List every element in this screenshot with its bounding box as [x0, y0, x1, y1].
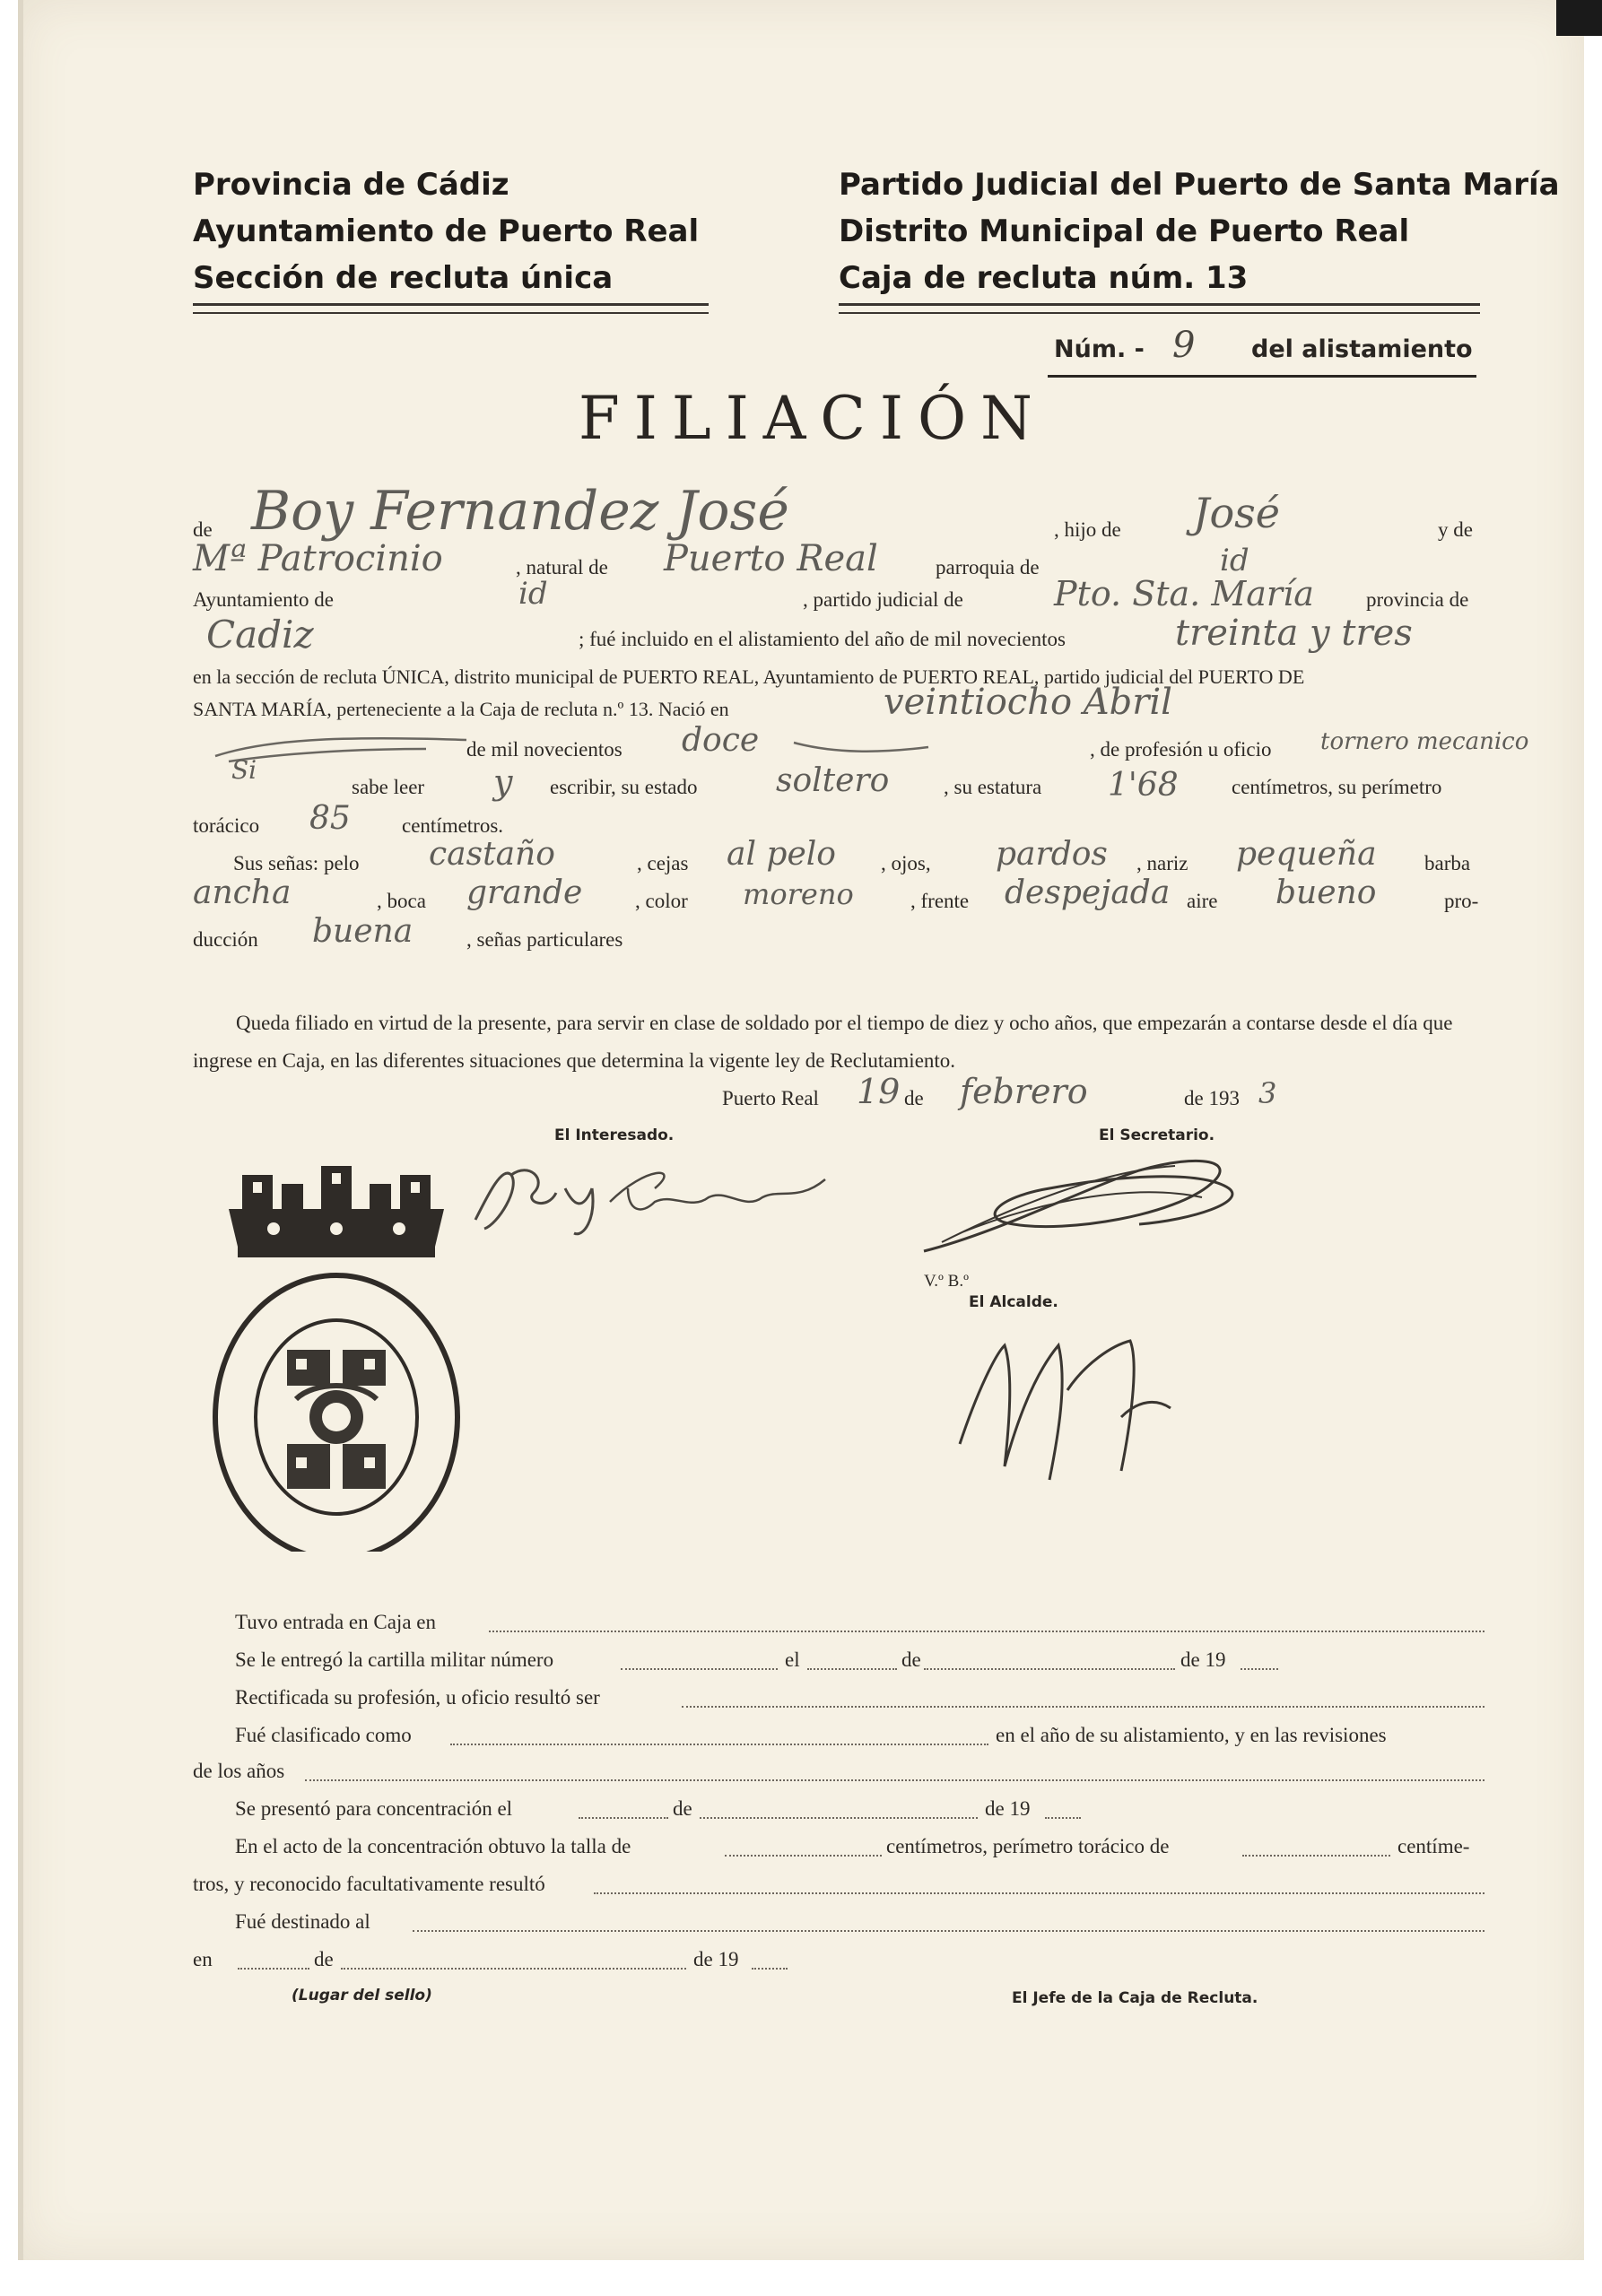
label-escribir: escribir, su estado [550, 776, 698, 798]
paper-edge [18, 0, 23, 2260]
label-provincia-de: provincia de [1366, 588, 1469, 611]
signature-secretario [906, 1135, 1265, 1274]
caja-line-6c: de 19 [985, 1797, 1031, 1820]
label-natural-de: , natural de [516, 556, 608, 578]
caja-line-6b: de [673, 1797, 692, 1820]
caja-line-1: Tuvo entrada en Caja en [235, 1611, 436, 1633]
label-y-de: y de [1438, 518, 1473, 541]
hw-ojos: pardos [996, 836, 1108, 873]
hw-date-month: febrero [960, 1072, 1088, 1111]
hw-natural: Puerto Real [664, 538, 878, 579]
header-right [839, 161, 1560, 301]
label-duccion: ducción [193, 928, 258, 951]
hw-boca: grande [466, 874, 583, 911]
caja-line-10-dots-a [238, 1968, 309, 1970]
caja-line-7a: En el acto de la concentración obtuvo la talla de [235, 1835, 631, 1857]
label-parroquia-de: parroquia de [936, 556, 1040, 578]
caja-line-10c: de 19 [693, 1948, 739, 1970]
caja-line-7-dots-a [725, 1855, 882, 1857]
hw-provincia: Cadiz [206, 613, 314, 657]
header-left-line-3: Sección de recluta única [193, 260, 614, 296]
municipal-seal [206, 1157, 466, 1552]
label-de: de [193, 518, 213, 541]
caja-line-10-dots-c [752, 1968, 788, 1970]
hw-parroquia: id [1220, 543, 1249, 578]
enlistment-number [1054, 325, 1476, 373]
hw-dash-2 [789, 734, 933, 765]
header-right-rule [839, 303, 1480, 314]
header-right-line-1: Partido Judicial del Puerto de Santa María [839, 167, 1560, 203]
caja-line-10-dots-b [341, 1968, 686, 1970]
caja-line-4a: Fué clasificado como [235, 1724, 412, 1746]
document-sheet [18, 0, 1584, 2260]
caja-line-7b: centímetros, perímetro torácico de [886, 1835, 1170, 1857]
caja-line-5: de los años [193, 1760, 285, 1782]
caja-line-6-dots-b [700, 1817, 978, 1819]
number-suffix: del alistamiento [1251, 335, 1473, 363]
hw-partido: Pto. Sta. María [1054, 574, 1314, 613]
caja-line-10b: de [314, 1948, 334, 1970]
number-label: Núm. - [1054, 335, 1145, 363]
hw-estatura: 1'68 [1108, 767, 1179, 804]
hw-mother: Mª Patrocinio [193, 538, 443, 579]
label-nariz: , nariz [1136, 852, 1188, 874]
caja-line-8-dots [594, 1892, 1484, 1894]
caja-line-8: tros, y reconocido facultativamente resultó [193, 1873, 545, 1895]
header-left-line-2: Ayuntamiento de Puerto Real [193, 213, 700, 249]
hw-oficio: tornero mecanico [1320, 728, 1529, 755]
label-sabe-leer: sabe leer [352, 776, 425, 798]
label-color: , color [635, 890, 688, 912]
caja-line-9: Fué destinado al [235, 1910, 370, 1933]
label-vb: V.º B.º [924, 1272, 969, 1291]
hw-birth: veintiocho Abril [884, 682, 1172, 723]
label-interesado: El Interesado. [554, 1126, 675, 1144]
hw-pelo: castaño [429, 836, 555, 873]
caja-line-4-dots [450, 1744, 988, 1745]
label-estatura: , su estatura [944, 776, 1042, 798]
label-ojos: , ojos, [881, 852, 931, 874]
label-aire: aire [1187, 890, 1218, 912]
hw-frente: despejada [1005, 874, 1171, 911]
caja-line-7c: centíme- [1397, 1835, 1470, 1857]
label-lugar-sello: (Lugar del sello) [292, 1987, 432, 2005]
hw-father: José [1193, 489, 1280, 537]
caja-line-10a: en [193, 1948, 213, 1970]
caja-line-2a: Se le entregó la cartilla militar número [235, 1648, 554, 1671]
hw-perimetro: 85 [309, 800, 351, 837]
caja-line-6a: Se presentó para concentración el [235, 1797, 513, 1820]
signature-alcalde [951, 1309, 1184, 1520]
label-frente: , frente [910, 890, 970, 912]
caja-line-2-dots-a [621, 1668, 778, 1670]
hw-produccion: buena [312, 913, 414, 950]
label-partido-judicial-de: , partido judicial de [803, 588, 963, 611]
hw-aire: bueno [1276, 874, 1377, 911]
label-ayuntamiento-de: Ayuntamiento de [193, 588, 334, 611]
caja-line-4b: en el año de su alistamiento, y en las revisiones [996, 1724, 1387, 1746]
hw-barba: ancha [193, 874, 292, 911]
caja-line-3: Rectificada su profesión, u oficio resultó ser [235, 1686, 600, 1709]
header-left-rule [193, 303, 709, 314]
label-hijo-de: , hijo de [1054, 518, 1121, 541]
label-incluido: ; fué incluido en el alistamiento del año de mil novecientos [579, 628, 1066, 650]
label-boca: , boca [377, 890, 426, 912]
header-left-line-1: Provincia de Cádiz [193, 167, 509, 203]
hw-date-day: 19 [857, 1072, 901, 1111]
label-centimetros: centímetros. [402, 814, 504, 837]
hw-sabe: Si [231, 755, 257, 785]
caja-line-2-dots-d [1241, 1668, 1278, 1670]
label-profesion: , de profesión u oficio [1090, 738, 1272, 761]
closing-paragraph: Queda filiado en virtud de la presente, para servir en clase de soldado por el tiempo de diez y ocho años, que empezarán a contarse desde el día que ingrese en Caja, en las diferentes situaciones que determina la vigente ley de Reclutamiento. [193, 1012, 1453, 1072]
hw-nariz: pequeña [1236, 836, 1377, 873]
number-rule [1048, 375, 1476, 378]
label-cejas: , cejas [637, 852, 689, 874]
hw-y: y [493, 762, 513, 802]
caja-line-2-dots-b [807, 1668, 897, 1670]
caja-line-5-dots [305, 1779, 1484, 1781]
hw-color: moreno [743, 877, 854, 911]
hw-date-year-digit: 3 [1258, 1076, 1277, 1110]
place: Puerto Real [722, 1087, 819, 1109]
caja-line-2-dots-c [924, 1668, 1175, 1670]
number-value: 9 [1172, 325, 1196, 366]
caja-line-7-dots-b [1242, 1855, 1390, 1857]
caja-line-2d: de 19 [1180, 1648, 1226, 1671]
seccion-line: en la sección de recluta ÚNICA, distrito municipal de PUERTO REAL, Ayuntamiento de PUERTO REAL, partido judicial del PUERTO DE [193, 665, 1305, 688]
label-mil-novecientos: de mil novecientos [466, 738, 623, 761]
page-title: FILIACIÓN [579, 384, 1047, 453]
caja-line-3-dots [682, 1706, 1484, 1708]
caja-line-6-dots-a [579, 1817, 668, 1819]
label-secretario: El Secretario. [1099, 1126, 1215, 1144]
caja-line-6-dots-c [1045, 1817, 1081, 1819]
caja-line-9-dots [413, 1930, 1484, 1932]
label-pro: pro- [1444, 890, 1479, 912]
date-de-2: de 193 [1184, 1087, 1240, 1109]
label-centimetros-perimetro: centímetros, su perímetro [1232, 776, 1442, 798]
label-senas-pelo: Sus señas: pelo [233, 852, 360, 874]
caja-line-2c: de [901, 1648, 921, 1671]
header-left [193, 161, 699, 301]
hw-year: treinta y tres [1175, 613, 1413, 654]
label-toracico: torácico [193, 814, 260, 837]
signature-interesado [448, 1139, 852, 1251]
label-alcalde: El Alcalde. [969, 1293, 1058, 1311]
hw-birth-year: doce [682, 722, 760, 759]
header-right-line-2: Distrito Municipal de Puerto Real [839, 213, 1410, 249]
santa-maria-line: SANTA MARÍA, perteneciente a la Caja de recluta n.º 13. Nació en [193, 698, 729, 720]
hw-cejas: al pelo [727, 836, 836, 873]
date-de-1: de [904, 1087, 924, 1109]
label-senas-particulares: , señas particulares [466, 928, 623, 951]
caja-line-2b: el [785, 1648, 800, 1671]
label-jefe-caja: El Jefe de la Caja de Recluta. [1012, 1989, 1258, 2007]
scan-corner [1556, 0, 1602, 36]
header-right-line-3: Caja de recluta núm. 13 [839, 260, 1249, 296]
hw-estado: soltero [776, 762, 890, 799]
caja-line-1-dots [489, 1631, 1484, 1632]
label-barba: barba [1424, 852, 1471, 874]
hw-name: Boy Fernandez José [251, 480, 789, 543]
hw-ayuntamiento: id [518, 576, 548, 612]
